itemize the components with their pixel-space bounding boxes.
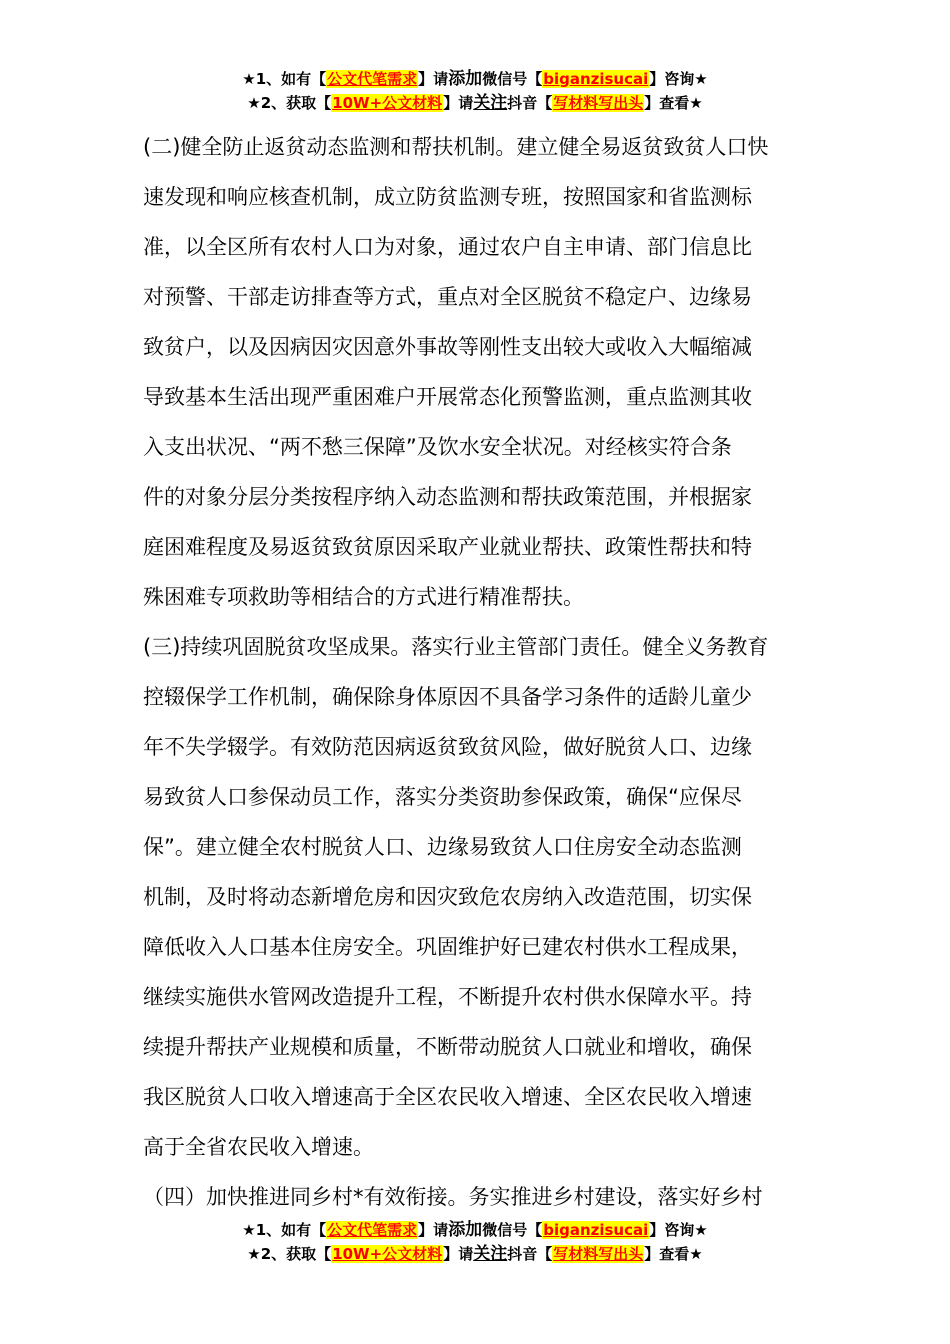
banner-text: 】请: [418, 1221, 449, 1239]
banner-douyin-id: 写材料写出头: [553, 1245, 644, 1263]
paragraph-4: （四）加快推进同乡村*有效衔接。务实推进乡村建设，落实好乡村: [143, 1185, 763, 1209]
banner-text: ★2、获取【: [247, 1245, 332, 1263]
banner-text: 微信号【: [482, 70, 543, 88]
banner-text: 】请: [443, 94, 474, 112]
banner-text: 】咨询★: [649, 70, 708, 88]
banner-text: 关注: [473, 93, 508, 113]
document-body: [143, 122, 807, 1222]
top-banner: [0, 67, 950, 115]
banner-line-2: [0, 91, 950, 115]
bottom-banner: [0, 1218, 950, 1266]
banner-highlight: 10W+公文材料: [332, 1245, 443, 1263]
banner-highlight: 公文代笔需求: [327, 1221, 418, 1239]
banner-line-2: [0, 1242, 950, 1266]
banner-text: 关注: [473, 1244, 508, 1264]
banner-wechat-id: biganzisucai: [543, 1221, 649, 1239]
banner-text: 抖音【: [507, 1245, 553, 1263]
banner-line-1: [0, 1218, 950, 1242]
banner-text: 抖音【: [507, 94, 553, 112]
banner-text: 添加: [448, 1220, 483, 1240]
banner-text: ★1、如有【: [242, 1221, 327, 1239]
banner-douyin-id: 写材料写出头: [553, 94, 644, 112]
paragraph-2: (二)健全防止返贫动态监测和帮扶机制。建立健全易返贫致贫人口快 速发现和响应核查机制，成立防贫监测专班，按照国家和省监测标 准，以全区所有农村人口为对象，通过农户自主申请、部门信息比 对预警、干部走访排查等方式，重点对全区脱贫不稳定户、边缘易 致贫户，以及因病因灾因意外事故等刚性支出较大或收入大幅缩减 导致基本生活出现严重困难户开展常态化预警监测，重点监测其收 入支出状况、“两不愁三保障”及饮水安全状况。对经核实符合条 件的对象分层分类按程序纳入动态监测和帮扶政策范围，并根据家 庭困难程度及易返贫致贫原因采取产业就业帮扶、政策性帮扶和特 殊困难专项救助等相结合的方式进行精准帮扶。: [143, 135, 769, 609]
banner-highlight: 10W+公文材料: [332, 94, 443, 112]
banner-text: 】查看★: [644, 94, 703, 112]
banner-text: 】咨询★: [649, 1221, 708, 1239]
banner-text: ★1、如有【: [242, 70, 327, 88]
banner-text: 】请: [418, 70, 449, 88]
banner-text: 】查看★: [644, 1245, 703, 1263]
banner-highlight: 公文代笔需求: [327, 70, 418, 88]
banner-text: 微信号【: [482, 1221, 543, 1239]
banner-line-1: [0, 67, 950, 91]
paragraph-3: (三)持续巩固脱贫攻坚成果。落实行业主管部门责任。健全义务教育 控辍保学工作机制，确保除身体原因不具备学习条件的适龄儿童少 年不失学辍学。有效防范因病返贫致贫风险，做好脱贫人口、边缘 易致贫人口参保动员工作，落实分类资助参保政策，确保“应保尽 保”。建立健全农村脱贫人口、边缘易致贫人口住房安全动态监测 机制，及时将动态新增危房和因灾致危农房纳入改造范围，切实保 障低收入人口基本住房安全。巩固维护好已建农村供水工程成果， 继续实施供水管网改造提升工程，不断提升农村供水保障水平。持 续提升帮扶产业规模和质量，不断带动脱贫人口就业和增收，确保 我区脱贫人口收入增速高于全区农民收入增速、全区农民收入增速 高于全省农民收入增速。: [143, 635, 769, 1159]
banner-text: 添加: [448, 69, 483, 89]
banner-text: 】请: [443, 1245, 474, 1263]
banner-text: ★2、获取【: [247, 94, 332, 112]
banner-wechat-id: biganzisucai: [543, 70, 649, 88]
